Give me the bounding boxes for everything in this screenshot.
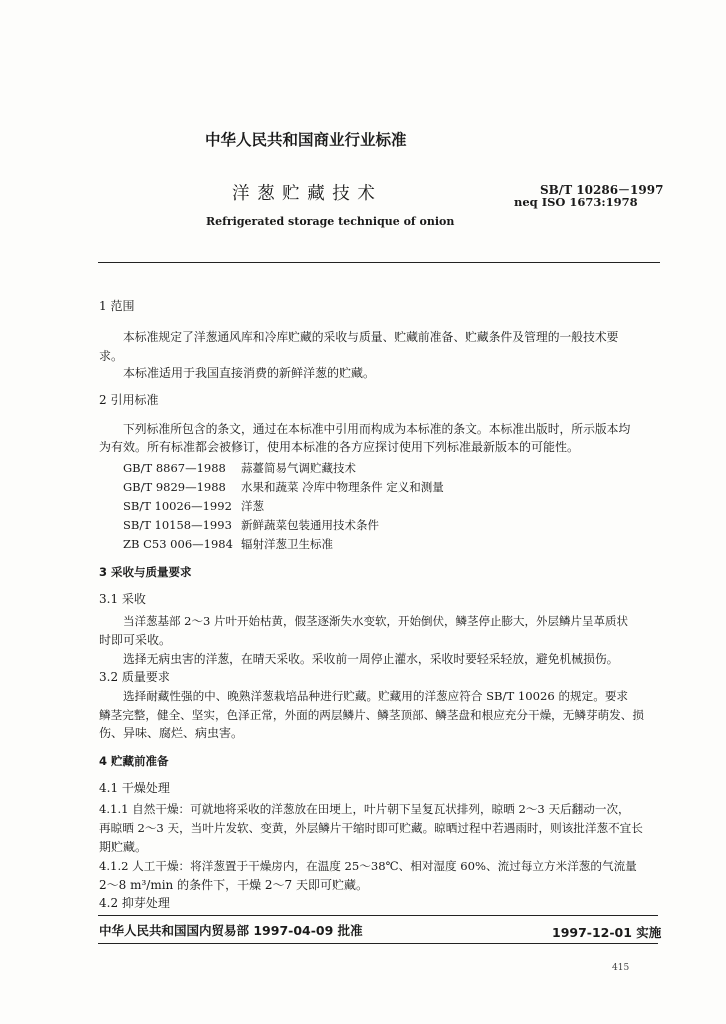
reference-title: 洋葱 [241, 499, 264, 513]
page-number: 415 [612, 963, 630, 973]
section-4-2-heading: 4.2 抑芽处理 [99, 896, 170, 910]
reference-code: SB/T 10026—1992 [123, 499, 232, 513]
standard-code: SB/T 10286－1997 [540, 183, 664, 197]
footer-bottom-divider [98, 943, 658, 944]
reference-item [123, 479, 444, 495]
reference-item [123, 517, 379, 533]
section-4-1-heading: 4.1 干燥处理 [99, 781, 170, 795]
implementation-date: 1997-12-01 实施 [552, 925, 662, 940]
document-title-cn: 洋 葱 贮 藏 技 术 [232, 184, 376, 204]
section-4-1-1-line: 4.1.1 自然干燥：可就地将采收的洋葱放在田埂上，叶片朝下呈复瓦状排列，晾晒 2～3 天后翻动一次， [99, 802, 630, 816]
reference-item [123, 536, 333, 552]
section-4-heading: 4 贮藏前准备 [99, 754, 169, 768]
section-3-1-heading: 3.1 采收 [99, 592, 146, 606]
standard-category-title: 中华人民共和国商业行业标准 [205, 131, 407, 149]
section-3-2-paragraph-line: 鳞茎完整，健全、坚实，色泽正常，外面的两层鳞片、鳞茎顶部、鳞茎盘和根应充分干燥，无鳞芽萌发、损 [99, 708, 644, 722]
section-2-paragraph-line: 下列标准所包含的条文，通过在本标准中引用而构成为本标准的条文。本标准出版时，所示版本均 [123, 422, 631, 436]
reference-item [123, 498, 264, 514]
section-1-paragraph-2: 本标准适用于我国直接消费的新鲜洋葱的贮藏。 [123, 366, 376, 380]
reference-title: 蒜薹简易气调贮藏技术 [241, 461, 356, 475]
section-3-1-paragraph-2: 选择无病虫害的洋葱，在晴天采收。采收前一周停止灌水，采收时要轻采轻放，避免机械损伤。 [123, 652, 619, 666]
section-3-1-paragraph-line: 时即可采收。 [99, 633, 172, 647]
document-title-en: Refrigerated storage technique of onion [206, 215, 455, 228]
section-4-1-2-line: 4.1.2 人工干燥：将洋葱置于干燥房内，在温度 25～38℃、相对湿度 60%、流过每立方米洋葱的气流量 [99, 859, 637, 873]
reference-title: 水果和蔬菜 冷库中物理条件 定义和测量 [241, 480, 444, 494]
footer-divider [98, 915, 658, 916]
section-3-2-paragraph-line: 伤、异味、腐烂、病虫害。 [99, 726, 244, 740]
section-1-paragraph-line: 本标准规定了洋葱通风库和冷库贮藏的采收与质量、贮藏前准备、贮藏条件及管理的一般技术要 [123, 330, 619, 344]
approval-statement: 中华人民共和国国内贸易部 1997-04-09 批准 [99, 923, 363, 938]
section-2-paragraph-line: 为有效。所有标准都会被修订，使用本标准的各方应探讨使用下列标准最新版本的可能性。 [99, 440, 580, 454]
section-3-1-paragraph-line: 当洋葱基部 2～3 片叶开始枯黄，假茎逐渐失水变软，开始倒伏，鳞茎停止膨大，外层鳞片呈革质状 [123, 614, 628, 628]
section-1-heading: 1 范围 [99, 299, 135, 313]
section-4-1-2-line: 2～8 m³/min 的条件下，干燥 2～7 天即可贮藏。 [99, 878, 368, 892]
section-3-heading: 3 采收与质量要求 [99, 565, 192, 579]
equivalent-standard: neq ISO 1673:1978 [514, 195, 638, 209]
section-1-paragraph-line: 求。 [99, 349, 124, 363]
section-2-heading: 2 引用标准 [99, 393, 159, 407]
reference-code: ZB C53 006—1984 [123, 537, 233, 551]
section-4-1-1-line: 期贮藏。 [99, 840, 148, 854]
reference-code: GB/T 9829—1988 [123, 480, 226, 494]
reference-item [123, 460, 356, 476]
header-divider [98, 262, 660, 263]
reference-code: SB/T 10158—1993 [123, 518, 232, 532]
reference-code: GB/T 8867—1988 [123, 461, 226, 475]
reference-title: 新鲜蔬菜包装通用技术条件 [241, 518, 379, 532]
section-3-2-paragraph-line: 选择耐藏性强的中、晚熟洋葱栽培品种进行贮藏。贮藏用的洋葱应符合 SB/T 10026 的规定。要求 [123, 689, 629, 703]
section-4-1-1-line: 再晾晒 2～3 天，当叶片发软、变黄，外层鳞片干缩时即可贮藏。晾晒过程中若遇雨时，则该批洋葱不宜长 [99, 821, 643, 835]
section-3-2-heading: 3.2 质量要求 [99, 670, 170, 684]
reference-title: 辐射洋葱卫生标准 [241, 537, 333, 551]
